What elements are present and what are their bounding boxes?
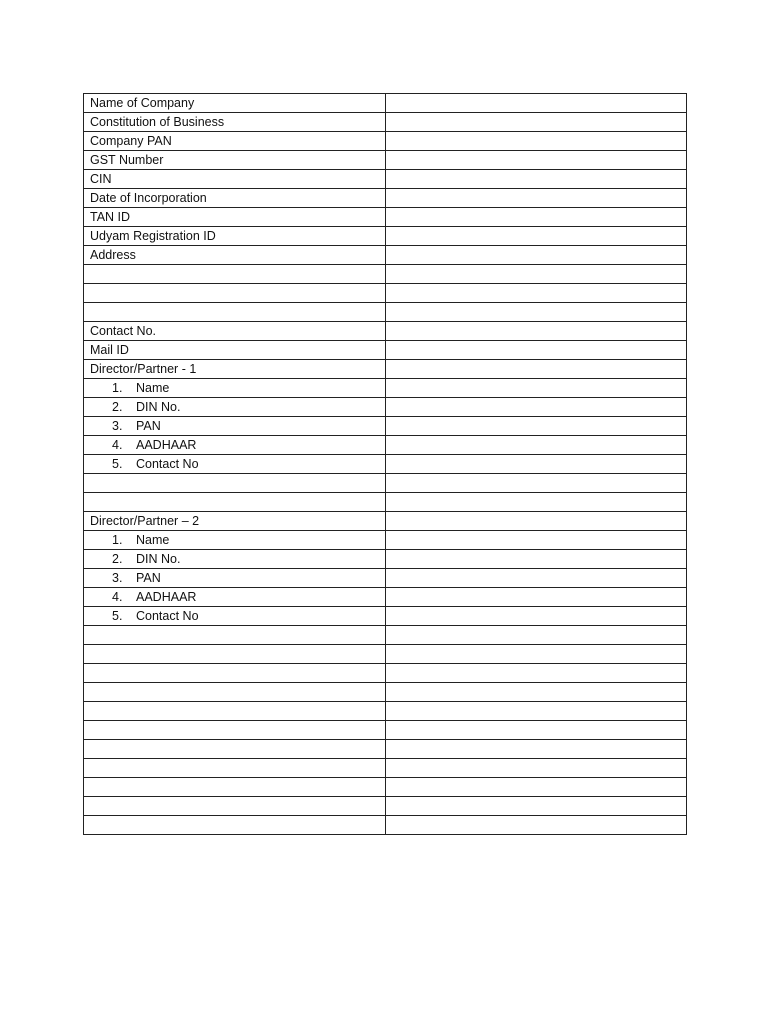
sub-field-label bbox=[90, 569, 161, 587]
sub-field-number: 3. bbox=[112, 571, 123, 585]
field-label-cell bbox=[84, 816, 386, 835]
form-row bbox=[84, 436, 687, 455]
form-row bbox=[84, 341, 687, 360]
field-label: Name of Company bbox=[90, 96, 195, 110]
field-label-cell bbox=[84, 284, 386, 303]
field-label-cell bbox=[84, 341, 386, 360]
field-label-cell bbox=[84, 797, 386, 816]
field-label: Address bbox=[90, 248, 136, 262]
form-row bbox=[84, 740, 687, 759]
form-row bbox=[84, 702, 687, 721]
field-value-cell[interactable] bbox=[386, 531, 687, 550]
sub-field-label bbox=[90, 607, 199, 625]
field-label-cell bbox=[84, 94, 386, 113]
field-value-cell[interactable] bbox=[386, 94, 687, 113]
form-row bbox=[84, 797, 687, 816]
field-label-cell bbox=[84, 436, 386, 455]
sub-field-number: 3. bbox=[112, 419, 123, 433]
field-value-cell[interactable] bbox=[386, 246, 687, 265]
field-label-cell bbox=[84, 531, 386, 550]
field-label-cell bbox=[84, 721, 386, 740]
field-label-cell bbox=[84, 702, 386, 721]
field-value-cell[interactable] bbox=[386, 512, 687, 531]
form-row bbox=[84, 132, 687, 151]
form-row bbox=[84, 246, 687, 265]
sub-field-text: DIN No. bbox=[136, 552, 181, 566]
sub-field-number: 5. bbox=[112, 457, 123, 471]
field-label-cell bbox=[84, 227, 386, 246]
field-value-cell[interactable] bbox=[386, 379, 687, 398]
form-row bbox=[84, 759, 687, 778]
field-value-cell[interactable] bbox=[386, 170, 687, 189]
form-row bbox=[84, 170, 687, 189]
field-label-cell bbox=[84, 151, 386, 170]
form-row bbox=[84, 398, 687, 417]
sub-field-number: 5. bbox=[112, 609, 123, 623]
sub-field-text: PAN bbox=[136, 571, 161, 585]
form-row bbox=[84, 379, 687, 398]
field-label-cell bbox=[84, 170, 386, 189]
sub-field-text: Name bbox=[136, 381, 170, 395]
field-label: GST Number bbox=[90, 153, 164, 167]
sub-field-number: 2. bbox=[112, 400, 123, 414]
form-row bbox=[84, 683, 687, 702]
sub-field-text: AADHAAR bbox=[136, 590, 197, 604]
field-label-cell bbox=[84, 664, 386, 683]
form-table-body bbox=[84, 94, 687, 835]
field-label-cell bbox=[84, 759, 386, 778]
sub-field-text: PAN bbox=[136, 419, 161, 433]
field-label: Company PAN bbox=[90, 134, 172, 148]
field-label-cell bbox=[84, 588, 386, 607]
sub-field-text: DIN No. bbox=[136, 400, 181, 414]
form-row bbox=[84, 721, 687, 740]
field-label: Contact No. bbox=[90, 324, 157, 338]
company-details-form-table bbox=[83, 93, 687, 835]
sub-field-label bbox=[90, 436, 196, 454]
field-value-cell[interactable] bbox=[386, 626, 687, 645]
field-value-cell[interactable] bbox=[386, 151, 687, 170]
sub-field-text: Contact No bbox=[136, 609, 199, 623]
form-row bbox=[84, 778, 687, 797]
sub-field-label bbox=[90, 417, 161, 435]
field-label-cell bbox=[84, 683, 386, 702]
form-row bbox=[84, 94, 687, 113]
form-row bbox=[84, 626, 687, 645]
field-label-cell bbox=[84, 512, 386, 531]
field-value-cell[interactable] bbox=[386, 664, 687, 683]
form-row bbox=[84, 303, 687, 322]
field-label-cell bbox=[84, 645, 386, 664]
sub-field-label bbox=[90, 379, 169, 397]
field-value-cell[interactable] bbox=[386, 588, 687, 607]
field-label: Date of Incorporation bbox=[90, 191, 207, 205]
field-value-cell[interactable] bbox=[386, 208, 687, 227]
form-row bbox=[84, 531, 687, 550]
field-label-cell bbox=[84, 208, 386, 227]
field-value-cell[interactable] bbox=[386, 797, 687, 816]
field-label-cell bbox=[84, 246, 386, 265]
form-row bbox=[84, 227, 687, 246]
form-row bbox=[84, 417, 687, 436]
form-row bbox=[84, 493, 687, 512]
field-label: Constitution of Business bbox=[90, 115, 225, 129]
field-value-cell[interactable] bbox=[386, 493, 687, 512]
field-label-cell bbox=[84, 550, 386, 569]
field-value-cell[interactable] bbox=[386, 683, 687, 702]
field-label-cell bbox=[84, 132, 386, 151]
field-label: TAN ID bbox=[90, 210, 131, 224]
field-label-cell bbox=[84, 303, 386, 322]
form-row bbox=[84, 645, 687, 664]
form-row bbox=[84, 360, 687, 379]
field-value-cell[interactable] bbox=[386, 398, 687, 417]
field-value-cell[interactable] bbox=[386, 417, 687, 436]
field-label-cell bbox=[84, 778, 386, 797]
form-row bbox=[84, 284, 687, 303]
field-value-cell[interactable] bbox=[386, 778, 687, 797]
field-value-cell[interactable] bbox=[386, 645, 687, 664]
form-row bbox=[84, 265, 687, 284]
field-label: Mail ID bbox=[90, 343, 129, 357]
sub-field-label bbox=[90, 398, 180, 416]
form-row bbox=[84, 816, 687, 835]
form-row bbox=[84, 455, 687, 474]
form-row bbox=[84, 208, 687, 227]
form-row bbox=[84, 512, 687, 531]
field-label-cell bbox=[84, 113, 386, 132]
field-value-cell[interactable] bbox=[386, 189, 687, 208]
form-row bbox=[84, 474, 687, 493]
field-label-cell bbox=[84, 474, 386, 493]
sub-field-number: 1. bbox=[112, 381, 123, 395]
field-label-cell bbox=[84, 607, 386, 626]
field-value-cell[interactable] bbox=[386, 132, 687, 151]
form-row bbox=[84, 189, 687, 208]
sub-field-number: 2. bbox=[112, 552, 123, 566]
field-value-cell[interactable] bbox=[386, 284, 687, 303]
sub-field-number: 4. bbox=[112, 438, 123, 452]
field-value-cell[interactable] bbox=[386, 607, 687, 626]
form-row bbox=[84, 664, 687, 683]
field-value-cell[interactable] bbox=[386, 436, 687, 455]
form-row bbox=[84, 588, 687, 607]
field-label: Director/Partner – 2 bbox=[90, 514, 200, 528]
field-value-cell[interactable] bbox=[386, 341, 687, 360]
sub-field-number: 4. bbox=[112, 590, 123, 604]
field-label-cell bbox=[84, 322, 386, 341]
form-row bbox=[84, 607, 687, 626]
field-value-cell[interactable] bbox=[386, 702, 687, 721]
field-label-cell bbox=[84, 265, 386, 284]
field-value-cell[interactable] bbox=[386, 550, 687, 569]
field-value-cell[interactable] bbox=[386, 265, 687, 284]
field-label: Director/Partner - 1 bbox=[90, 362, 197, 376]
field-value-cell[interactable] bbox=[386, 322, 687, 341]
field-label-cell bbox=[84, 740, 386, 759]
field-value-cell[interactable] bbox=[386, 740, 687, 759]
sub-field-text: Name bbox=[136, 533, 170, 547]
field-label-cell bbox=[84, 398, 386, 417]
sub-field-number: 1. bbox=[112, 533, 123, 547]
form-row bbox=[84, 151, 687, 170]
form-row bbox=[84, 113, 687, 132]
field-label-cell bbox=[84, 569, 386, 588]
field-value-cell[interactable] bbox=[386, 474, 687, 493]
field-label-cell bbox=[84, 626, 386, 645]
sub-field-label bbox=[90, 455, 199, 473]
field-value-cell[interactable] bbox=[386, 759, 687, 778]
field-value-cell[interactable] bbox=[386, 360, 687, 379]
field-label: CIN bbox=[90, 172, 112, 186]
field-label-cell bbox=[84, 455, 386, 474]
field-value-cell[interactable] bbox=[386, 455, 687, 474]
sub-field-label bbox=[90, 531, 169, 549]
sub-field-label bbox=[90, 588, 196, 606]
field-value-cell[interactable] bbox=[386, 303, 687, 322]
form-row bbox=[84, 550, 687, 569]
field-value-cell[interactable] bbox=[386, 569, 687, 588]
field-label-cell bbox=[84, 189, 386, 208]
field-label-cell bbox=[84, 360, 386, 379]
field-label-cell bbox=[84, 493, 386, 512]
field-value-cell[interactable] bbox=[386, 816, 687, 835]
field-label-cell bbox=[84, 379, 386, 398]
field-value-cell[interactable] bbox=[386, 721, 687, 740]
sub-field-label bbox=[90, 550, 180, 568]
field-value-cell[interactable] bbox=[386, 227, 687, 246]
form-row bbox=[84, 569, 687, 588]
sub-field-text: Contact No bbox=[136, 457, 199, 471]
field-label: Udyam Registration ID bbox=[90, 229, 216, 243]
sub-field-text: AADHAAR bbox=[136, 438, 197, 452]
field-value-cell[interactable] bbox=[386, 113, 687, 132]
form-row bbox=[84, 322, 687, 341]
field-label-cell bbox=[84, 417, 386, 436]
